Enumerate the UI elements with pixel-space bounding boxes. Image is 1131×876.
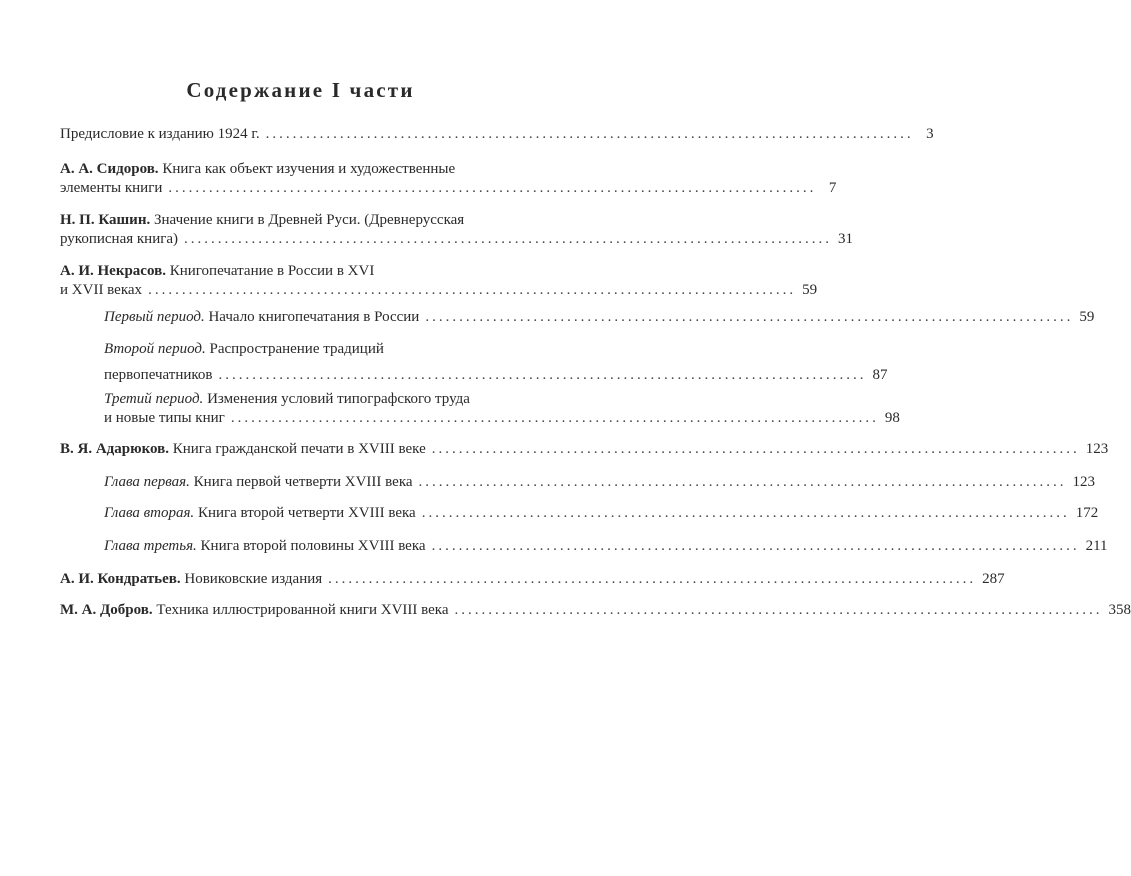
toc-entry-line bbox=[60, 211, 538, 230]
toc-entry-nekrasov[interactable] bbox=[60, 262, 818, 300]
dot-leader: ................................................................................................ bbox=[431, 441, 1080, 457]
toc-entry-line bbox=[60, 125, 934, 144]
toc-entry-line bbox=[104, 340, 538, 359]
toc-entry-title: Предисловие к изданию 1924 г. bbox=[60, 126, 260, 142]
toc-page-number: 31 bbox=[838, 231, 854, 247]
toc-page-number: 7 bbox=[828, 180, 837, 196]
toc-page-number: 98 bbox=[884, 410, 900, 426]
dot-leader: ................................................................................................ bbox=[218, 367, 867, 383]
toc-entry-author: А. И. Кондратьев. bbox=[60, 571, 181, 587]
toc-entry-line bbox=[60, 281, 818, 300]
toc-subentry-second-period[interactable] bbox=[104, 340, 888, 385]
dot-leader: ................................................................................................ bbox=[431, 538, 1080, 554]
toc-entry-period: Второй период. bbox=[104, 341, 206, 357]
toc-entry-title-continued: рукописная книга) bbox=[60, 231, 179, 247]
toc-entry-line bbox=[104, 537, 1108, 556]
toc-entry-author: М. А. Добров. bbox=[60, 602, 153, 618]
toc-page-number: 59 bbox=[1079, 309, 1095, 325]
dot-leader: ................................................................................................ bbox=[425, 309, 1074, 325]
toc-entry-title: Распространение традиций bbox=[205, 341, 384, 357]
toc-entry-title-continued: первопечатников bbox=[104, 367, 213, 383]
toc-page-number: 123 bbox=[1085, 441, 1109, 457]
dot-leader: ................................................................................................ bbox=[328, 571, 977, 587]
toc-entry-chapter: Глава третья. bbox=[104, 538, 197, 554]
toc-entry-title: Книга второй половины XVIII века bbox=[196, 538, 426, 554]
toc-entry-title: Значение книги в Древней Руси. (Древнерусская bbox=[150, 212, 465, 228]
toc-entry-title: Книга второй четверти XVIII века bbox=[194, 505, 416, 521]
toc-entry-author: В. Я. Адарюков. bbox=[60, 441, 169, 457]
toc-entry-title: Начало книгопечатания в России bbox=[204, 309, 420, 325]
toc-page-number: 172 bbox=[1075, 505, 1099, 521]
toc-page-number: 59 bbox=[802, 282, 818, 298]
toc-subentry-first-period[interactable] bbox=[104, 308, 1095, 327]
toc-entry-title: Книга как объект изучения и художественные bbox=[158, 161, 456, 177]
dot-leader: ................................................................................................ bbox=[418, 474, 1067, 490]
toc-page-number: 358 bbox=[1108, 602, 1131, 618]
toc-subentry-chapter-two[interactable] bbox=[104, 504, 1099, 523]
dot-leader: ................................................................................................ bbox=[454, 602, 1103, 618]
toc-entry-line bbox=[60, 570, 1005, 589]
toc-entry-sidorov[interactable] bbox=[60, 160, 837, 198]
toc-entry-title-continued: и XVII веках bbox=[60, 282, 143, 298]
toc-entry-kondratyev[interactable] bbox=[60, 570, 1005, 589]
toc-entry-line bbox=[60, 440, 1109, 459]
toc-entry-title: Изменения условий типографского труда bbox=[203, 391, 470, 407]
toc-entry-kashin[interactable] bbox=[60, 211, 854, 249]
toc-entry-line bbox=[104, 473, 1096, 492]
toc-entry-author: А. А. Сидоров. bbox=[60, 161, 159, 177]
toc-entry-author: А. И. Некрасов. bbox=[60, 263, 166, 279]
dot-leader: ................................................................................................ bbox=[421, 505, 1070, 521]
toc-subentry-third-period[interactable] bbox=[104, 390, 900, 428]
toc-entry-title: Книгопечатание в России в XVI bbox=[165, 263, 375, 279]
toc-entry-chapter: Глава первая. bbox=[104, 474, 190, 490]
toc-entry-line bbox=[60, 230, 854, 249]
toc-entry-title: Новиковские издания bbox=[180, 571, 323, 587]
toc-entry-line bbox=[104, 366, 888, 385]
toc-entry-author: Н. П. Кашин. bbox=[60, 212, 151, 228]
toc-entry-line bbox=[60, 601, 1131, 620]
toc-entry-dobrov[interactable] bbox=[60, 601, 1131, 620]
toc-page-number: 87 bbox=[872, 367, 888, 383]
toc-entry-adaryukov[interactable] bbox=[60, 440, 1109, 459]
toc-entry-line bbox=[60, 262, 538, 281]
toc-subentry-chapter-three[interactable] bbox=[104, 537, 1108, 556]
dot-leader: ................................................................................................ bbox=[184, 231, 833, 247]
page-title: Содержание I части bbox=[186, 78, 415, 102]
toc-entry-title: Книга первой четверти XVIII века bbox=[189, 474, 413, 490]
toc-entry-title: Техника иллюстрированной книги XVIII века bbox=[152, 602, 449, 618]
toc-entry-line bbox=[104, 504, 1099, 523]
toc-page-number: 287 bbox=[982, 571, 1005, 587]
toc-page-number: 211 bbox=[1085, 538, 1108, 554]
toc-entry-preface[interactable] bbox=[60, 125, 934, 144]
dot-leader: ................................................................................................ bbox=[168, 180, 817, 196]
toc-entry-chapter: Глава вторая. bbox=[104, 505, 195, 521]
toc-page-number: 3 bbox=[926, 126, 934, 142]
toc-entry-line bbox=[104, 308, 1095, 327]
dot-leader: ................................................................................................ bbox=[265, 126, 914, 142]
toc-entry-period: Первый период. bbox=[104, 309, 205, 325]
toc-subentry-chapter-one[interactable] bbox=[104, 473, 1096, 492]
toc-entry-title-continued: элементы книги bbox=[60, 180, 163, 196]
toc-entry-line bbox=[60, 179, 837, 198]
toc-entry-line bbox=[104, 390, 538, 409]
toc-entry-line bbox=[104, 409, 900, 428]
toc-entry-title-continued: и новые типы книг bbox=[104, 410, 225, 426]
dot-leader: ................................................................................................ bbox=[148, 282, 797, 298]
toc-entry-line bbox=[60, 160, 538, 179]
toc-entry-title: Книга гражданской печати в XVIII веке bbox=[168, 441, 426, 457]
toc-page-number: 123 bbox=[1072, 474, 1096, 490]
dot-leader: ................................................................................................ bbox=[230, 410, 879, 426]
toc-entry-period: Третий период. bbox=[104, 391, 204, 407]
